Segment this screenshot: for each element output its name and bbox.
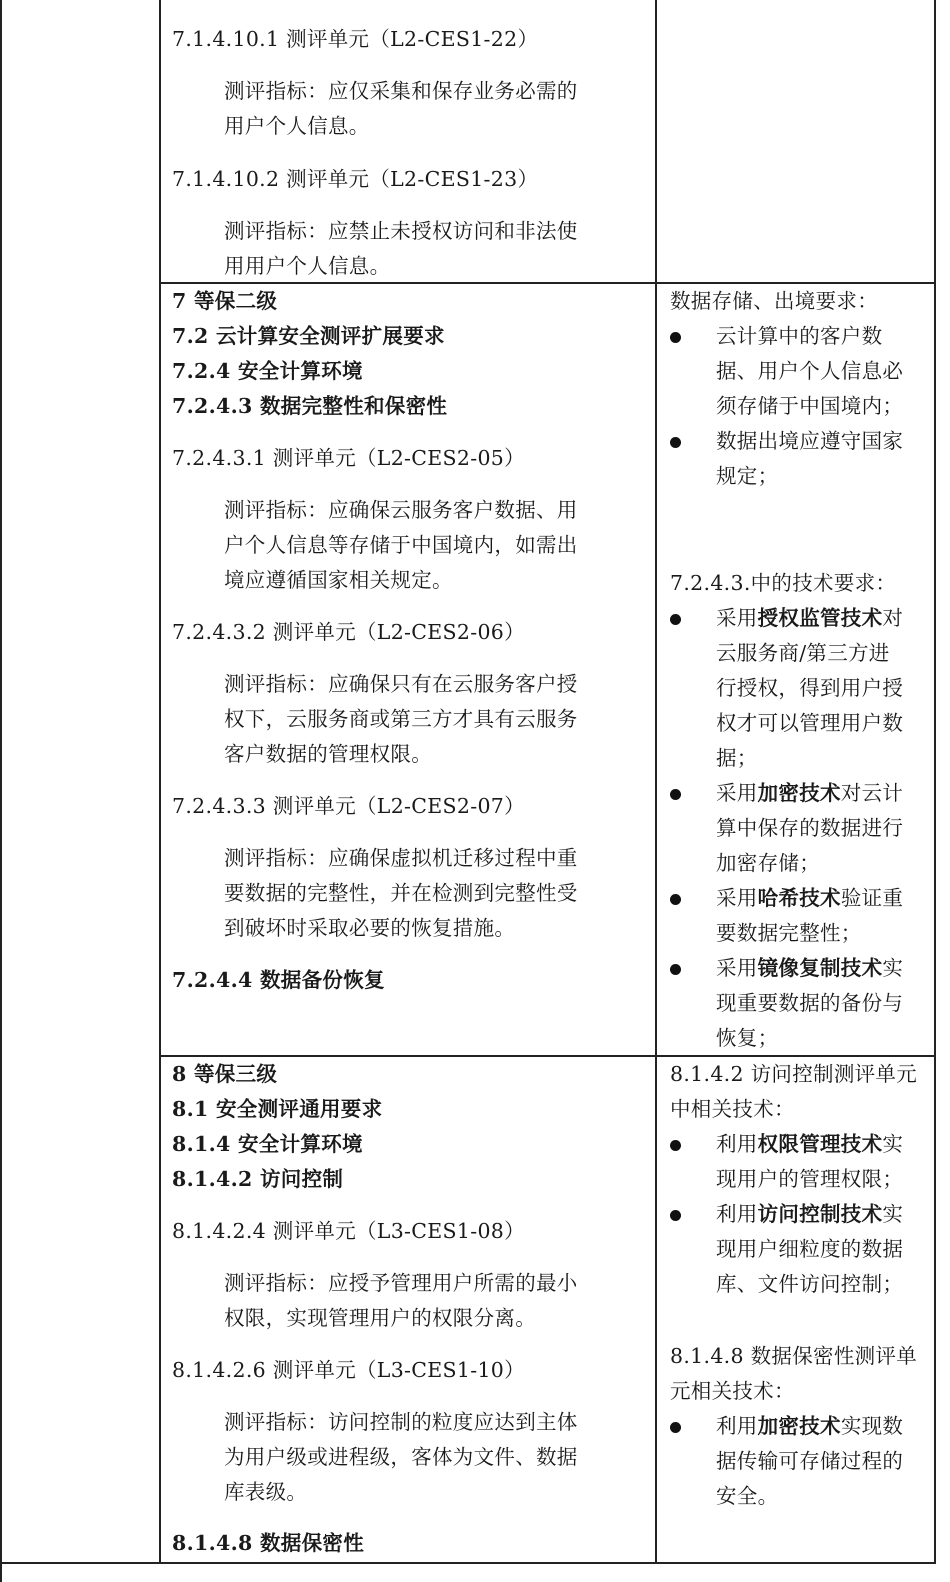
tech-note: 数据存储、出境要求： — [670, 289, 878, 313]
tech-note: 8.1.4.2 访问控制测评单元 — [670, 1062, 918, 1086]
unit-title: 7.2.4.3.3 测评单元（L2-CES2-07） — [172, 794, 525, 818]
bullet-dot — [670, 894, 681, 905]
section-heading: 8 等保三级 — [172, 1062, 278, 1086]
section-heading: 7 等保二级 — [172, 289, 278, 313]
indicator-text: 要数据的完整性，并在检测到完整性受 — [224, 881, 578, 905]
section-heading: 7.2.4.3 数据完整性和保密性 — [172, 394, 448, 418]
tech-note: 利用加密技术实现数 — [716, 1414, 904, 1438]
section-heading: 8.1.4.2 访问控制 — [172, 1167, 344, 1191]
bullet-dot — [670, 1422, 681, 1433]
tech-note: 现用户细粒度的数据 — [716, 1237, 904, 1261]
indicator-text: 户个人信息等存储于中国境内，如需出 — [224, 533, 578, 557]
section-heading: 8.1.4.8 数据保密性 — [172, 1531, 365, 1555]
indicator-text: 为用户级或进程级，客体为文件、数据 — [224, 1445, 578, 1469]
indicator-text: 测评指标：应仅采集和保存业务必需的 — [224, 79, 578, 103]
section-heading: 7.2 云计算安全测评扩展要求 — [172, 324, 445, 348]
tech-note: 利用权限管理技术实 — [716, 1132, 904, 1156]
bullet-dot — [670, 437, 681, 448]
tech-note: 据、用户个人信息必 — [716, 359, 904, 383]
section-heading: 7.2.4 安全计算环境 — [172, 359, 363, 383]
emphasis-term: 权限管理技术 — [757, 1132, 883, 1156]
bullet-dot — [670, 789, 681, 800]
tech-note: 据传输可存储过程的 — [716, 1449, 904, 1473]
emphasis-term: 访问控制技术 — [757, 1202, 883, 1226]
tech-note: 行授权，得到用户授 — [716, 676, 904, 700]
table-border-bottom — [0, 1562, 936, 1564]
emphasis-term: 授权监管技术 — [757, 606, 883, 630]
tech-note: 采用加密技术对云计 — [716, 781, 904, 805]
tech-note: 云服务商/第三方进 — [716, 641, 890, 665]
indicator-text: 测评指标：应确保只有在云服务客户授 — [224, 672, 578, 696]
unit-title: 7.1.4.10.1 测评单元（L2-CES1-22） — [172, 27, 539, 51]
unit-title: 8.1.4.2.6 测评单元（L3-CES1-10） — [172, 1358, 525, 1382]
emphasis-term: 哈希技术 — [757, 886, 841, 910]
tech-note: 利用访问控制技术实 — [716, 1202, 904, 1226]
bullet-dot — [670, 964, 681, 975]
indicator-text: 到破坏时采取必要的恢复措施。 — [224, 916, 516, 940]
tech-note: 加密存储； — [716, 851, 820, 875]
tech-note: 采用授权监管技术对 — [716, 606, 904, 630]
tech-note: 规定； — [716, 464, 779, 488]
unit-title: 7.2.4.3.2 测评单元（L2-CES2-06） — [172, 620, 525, 644]
tech-note: 安全。 — [716, 1484, 779, 1508]
tech-note: 现重要数据的备份与 — [716, 991, 904, 1015]
tech-note: 现用户的管理权限； — [716, 1167, 904, 1191]
unit-title: 7.2.4.3.1 测评单元（L2-CES2-05） — [172, 446, 525, 470]
tech-note: 云计算中的客户数 — [716, 324, 883, 348]
indicator-text: 测评指标：访问控制的粒度应达到主体 — [224, 1410, 578, 1434]
tech-note: 权才可以管理用户数 — [716, 711, 904, 735]
indicator-text: 测评指标：应确保虚拟机迁移过程中重 — [224, 846, 578, 870]
bullet-dot — [670, 1140, 681, 1151]
tech-note: 须存储于中国境内； — [716, 394, 904, 418]
tech-note: 据； — [716, 746, 758, 770]
indicator-text: 测评指标：应授予管理用户所需的最小 — [224, 1271, 578, 1295]
table-border-right — [934, 0, 936, 1562]
unit-title: 7.1.4.10.2 测评单元（L2-CES1-23） — [172, 167, 539, 191]
indicator-text: 用户个人信息。 — [224, 114, 370, 138]
indicator-text: 权限，实现管理用户的权限分离。 — [224, 1306, 536, 1330]
tech-note: 7.2.4.3.中的技术要求： — [670, 571, 897, 595]
unit-title: 8.1.4.2.4 测评单元（L3-CES1-08） — [172, 1219, 525, 1243]
indicator-text: 客户数据的管理权限。 — [224, 742, 432, 766]
tech-note: 恢复； — [716, 1026, 779, 1050]
section-heading: 8.1.4 安全计算环境 — [172, 1132, 363, 1156]
table-border-left — [0, 0, 2, 1582]
tech-note: 采用哈希技术验证重 — [716, 886, 904, 910]
indicator-text: 境应遵循国家相关规定。 — [224, 568, 453, 592]
tech-note: 要数据完整性； — [716, 921, 862, 945]
indicator-text: 权下，云服务商或第三方才具有云服务 — [224, 707, 578, 731]
tech-note: 算中保存的数据进行 — [716, 816, 904, 840]
tech-note: 中相关技术： — [670, 1097, 795, 1121]
emphasis-term: 镜像复制技术 — [757, 956, 883, 980]
section-heading: 7.2.4.4 数据备份恢复 — [172, 968, 385, 992]
column-divider-2 — [655, 0, 657, 1562]
column-divider-1 — [159, 0, 161, 1562]
bullet-dot — [670, 332, 681, 343]
indicator-text: 库表级。 — [224, 1480, 308, 1504]
tech-note: 库、文件访问控制； — [716, 1272, 904, 1296]
bullet-dot — [670, 1210, 681, 1221]
indicator-text: 用用户个人信息。 — [224, 254, 391, 278]
emphasis-term: 加密技术 — [757, 781, 841, 805]
tech-note: 采用镜像复制技术实 — [716, 956, 904, 980]
tech-note: 8.1.4.8 数据保密性测评单 — [670, 1344, 918, 1368]
tech-note: 数据出境应遵守国家 — [716, 429, 904, 453]
section-heading: 8.1 安全测评通用要求 — [172, 1097, 383, 1121]
emphasis-term: 加密技术 — [757, 1414, 841, 1438]
indicator-text: 测评指标：应禁止未授权访问和非法使 — [224, 219, 578, 243]
indicator-text: 测评指标：应确保云服务客户数据、用 — [224, 498, 578, 522]
tech-note: 元相关技术： — [670, 1379, 795, 1403]
bullet-dot — [670, 614, 681, 625]
